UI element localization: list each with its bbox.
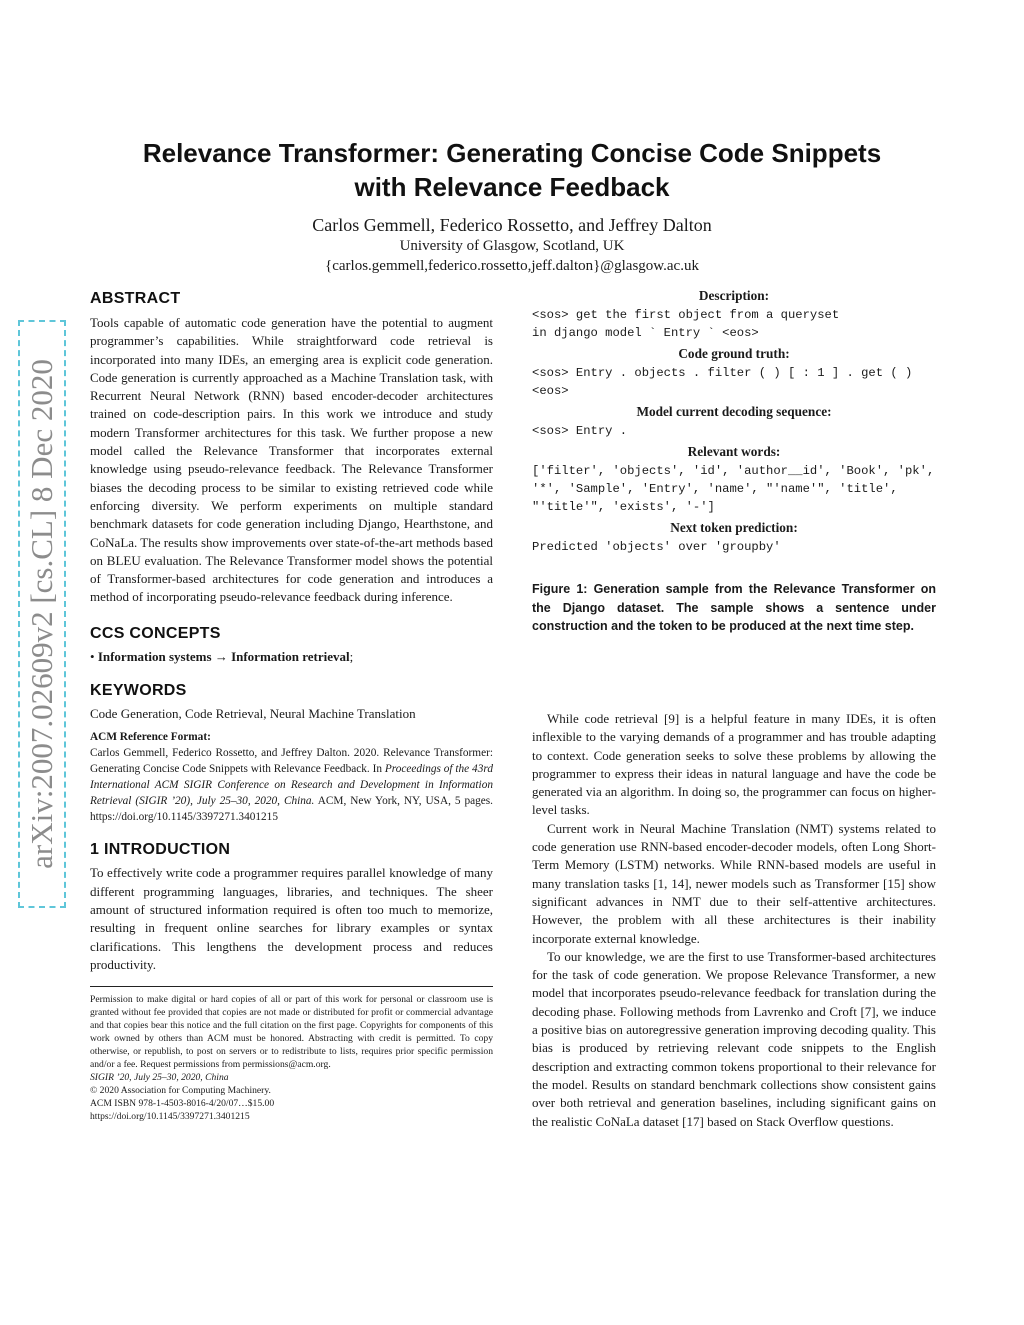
paper-title-line-1: Relevance Transformer: Generating Concise Code Snippets bbox=[142, 138, 882, 168]
acm-reference-heading: ACM Reference Format: bbox=[90, 731, 211, 744]
figure-caption: Figure 1: Generation sample from the Relevance Transformer on the Django dataset. The sample shows a sentence under construction and the token to be produced at the next time step. bbox=[532, 582, 936, 633]
figure-ground-truth-code: <sos> Entry . objects . filter ( ) [ : 1 ] . get ( ) <eos> bbox=[532, 366, 920, 398]
figure-decoding-label: Model current decoding sequence: bbox=[636, 404, 832, 419]
permission-isbn: ACM ISBN 978-1-4503-8016-4/20/07…$15.00 bbox=[90, 1098, 275, 1110]
permission-venue: SIGIR ’20, July 25–30, 2020, China bbox=[90, 1072, 229, 1084]
figure-relevant-code: ['filter', 'objects', 'id', 'author__id', 'Book', 'pk', '*', 'Sample', 'Entry', 'name', "'name'", 'title', "'title'", 'exists', '-'] bbox=[532, 464, 935, 514]
ccs-heading: CCS CONCEPTS bbox=[90, 624, 221, 642]
abstract-heading: ABSTRACT bbox=[90, 290, 181, 307]
acm-reference-text bbox=[90, 745, 493, 825]
introduction-continued bbox=[532, 710, 936, 1131]
paper-title bbox=[90, 136, 934, 204]
acm-reference-proceedings: Proceedings of the 43rd International ACM SIGIR Conference on Research and Development in Information Retrieval (SIGIR ’20), July 25–30, 2020, China. bbox=[90, 763, 493, 808]
ccs-concept-retrieval: Information retrieval bbox=[231, 648, 350, 664]
keywords-heading: KEYWORDS bbox=[90, 682, 187, 700]
ccs-suffix: ; bbox=[349, 648, 354, 664]
figure-next-token-label: Next token prediction: bbox=[670, 520, 798, 535]
abstract-text: Tools capable of automatic code generation have the potential to augment programmer’s capabilities. While straightforward code retrieval is incorporated into many IDEs, an emerging area is explicit code generation. Code generation is currently approached as a Machine Translation task, with Recurrent Neural Network (RNN) based encoder-decoder architectures trained on code-description pairs. In this work we introduce and study modern Transformer architectures for this task. We further propose a new model called the Relevance Transformer that incorporates external knowledge using pseudo-relevance feedback. The Relevance Transformer biases the decoding process to be similar to existing retrieved code while enforcing diversity. We perform experiments on multiple standard benchmark datasets for code generation including Django, Hearthstone, and CoNaLa. The results show improvements over state-of-the-art methods based on BLEU evaluation. The Relevance Transformer model shows the potential of Transformer-based architectures for code generation and introduces a method of incorporating pseudo-relevance feedback during inference. bbox=[90, 315, 494, 605]
figure-description-label: Description: bbox=[698, 288, 770, 303]
arxiv-identifier: arXiv:2007.02609v2 [cs.CL] 8 Dec 2020 bbox=[24, 359, 59, 869]
paper-title-line-2: with Relevance Feedback bbox=[354, 172, 670, 202]
introduction-paragraph-3: Current work in Neural Machine Translation (NMT) systems related to code generation use RNN-based encoder-decoder models, often Long Short-Term Memory (LSTM) networks. While RNN-based models are useful in many translation tasks [1, 14], newer models such as Transformer [15] show significant advances in NMT due to their self-attentive architectures. However, the problem with all these architectures is their inability incorporate external knowledge. bbox=[532, 820, 936, 946]
ccs-bullet: • bbox=[90, 648, 95, 664]
figure-description-code: <sos> get the first object from a queryset in django model ` Entry ` <eos> bbox=[532, 308, 840, 340]
permission-notice: Permission to make digital or hard copies of all or part of this work for personal or classroom use is granted without fee provided that copies are not made or distributed for profit or commercial advantage and that copies bear this notice and the full citation on the first page. Copyrights for components of this work owned by others than ACM must be honored. Abstracting with credit is permitted. To copy otherwise, or republish, to post on servers or to redistribute to lists, requires prior specific permission and/or a fee. Request permissions from permissions@acm.org. bbox=[90, 994, 493, 1071]
affiliation: University of Glasgow, Scotland, UK bbox=[399, 238, 625, 254]
introduction-paragraph-4: To our knowledge, we are the first to use Transformer-based architectures for the task of code generation. We propose Relevance Transformer, a new model that incorporates pseudo-relevance feedback for translation during the decoding phase. Following methods from Lavrenko and Croft [7], we induce a positive bias on autoregressive generation improving decoding quality. This bias is produced by retrieving relevant code snippets to the English description and extracting common tokens proportional to their relevance for the model. Results on standard benchmark collections show consistent gains over both retrieval and generation baselines, including significant gains on the realistic CoNaLa dataset [17] based on Stack Overflow questions. bbox=[532, 948, 936, 1129]
figure-next-token-code: Predicted 'objects' over 'groupby' bbox=[532, 540, 781, 554]
acm-reference-post: ACM, New York, NY, USA, 5 pages. https://doi.org/10.1145/3397271.3401215 bbox=[90, 795, 493, 824]
left-column bbox=[90, 288, 493, 1123]
author-emails: {carlos.gemmell,federico.rossetto,jeff.dalton}@glasgow.ac.uk bbox=[325, 258, 699, 274]
figure-1 bbox=[532, 286, 936, 636]
ccs-concepts bbox=[90, 648, 493, 666]
figure-ground-truth-label: Code ground truth: bbox=[678, 346, 790, 361]
permission-block bbox=[90, 993, 493, 1123]
introduction-paragraph-1: To effectively write code a programmer requires parallel knowledge of many different programming languages, libraries, and techniques. The sheer amount of structured information required is often too much to memorize, resulting in frequent online searches for library examples or syntax clarifications. This lengthens the development process and reduces productivity. bbox=[90, 865, 493, 972]
footnote-rule bbox=[90, 986, 493, 987]
introduction-paragraph-2: While code retrieval [9] is a helpful feature in many IDEs, it is often inflexible to the varying demands of a programmer and has trouble adapting to context. Code generation seeks to solve these problems by allowing the programmer to express their ideas in natural language and have the code be generated via an algorithm. In doing so, the programmer can focus on higher-level tasks. bbox=[532, 711, 936, 818]
ccs-arrow: → bbox=[214, 648, 228, 664]
author-list: Carlos Gemmell, Federico Rossetto, and Jeffrey Dalton bbox=[312, 215, 712, 235]
figure-decoding-code: <sos> Entry . bbox=[532, 424, 628, 438]
acm-reference-pre: Carlos Gemmell, Federico Rossetto, and Jeffrey Dalton. 2020. Relevance Transformer: Generating Concise Code Snippets with Relevance Feedback. In bbox=[90, 747, 493, 776]
keywords-text: Code Generation, Code Retrieval, Neural Machine Translation bbox=[90, 706, 416, 722]
permission-doi: https://doi.org/10.1145/3397271.3401215 bbox=[90, 1111, 250, 1123]
ccs-concept-systems: Information systems bbox=[97, 648, 212, 664]
figure-relevant-label: Relevant words: bbox=[687, 444, 781, 459]
introduction-heading: 1 INTRODUCTION bbox=[90, 841, 231, 859]
right-column bbox=[532, 284, 936, 1129]
permission-copyright: © 2020 Association for Computing Machinery. bbox=[90, 1085, 271, 1097]
